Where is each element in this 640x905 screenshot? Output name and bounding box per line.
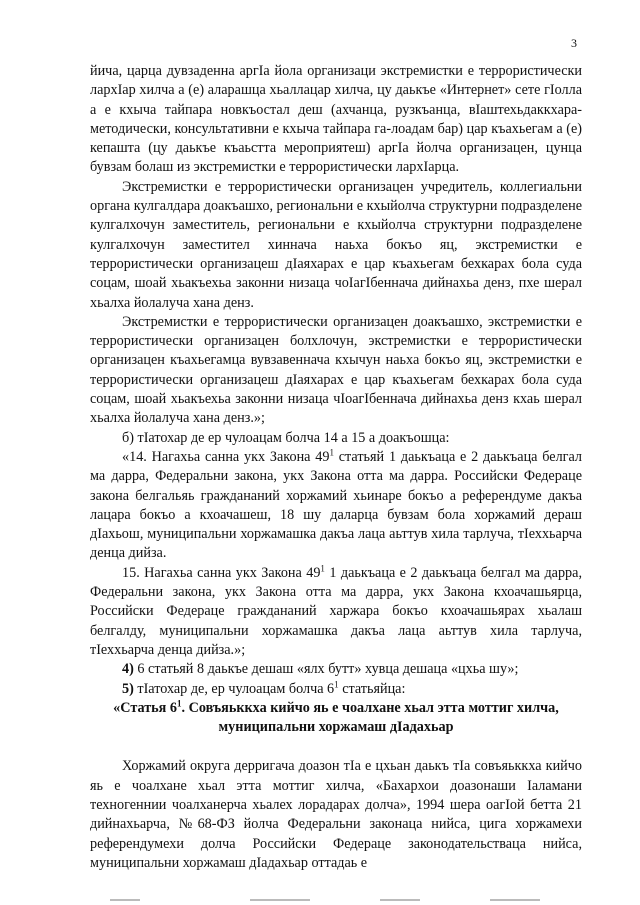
- item-number-5: 5): [122, 680, 134, 697]
- paragraph-4: б) тӀатохар де ер чулоацам болча 14 а 15 а доакъошца:: [122, 429, 450, 446]
- paragraph-7: [90, 660, 582, 679]
- scan-mark: [250, 899, 310, 901]
- scan-edge-marks: [110, 895, 580, 905]
- page-number: 3: [571, 36, 577, 50]
- paragraph-6-sup: 1: [320, 562, 325, 573]
- scan-mark: [490, 899, 540, 901]
- paragraph-3: Экстремистки е террористически организацен доакъашхо, экстремистки е террористически организацен болхлочун, экстремистки е террористически организацен къахьегамца вувзавеннача кхычун наьха бокъо яц, экстремистки е террористически организацеш дӀаяхарах е цар къахьегам бехкарах бола суда соцам, шоай хьакъехьа законни низаца чӀоагӀбеннача дийнахьа денз кхаь шерал хьалха йолалуча хана денз.»;: [90, 313, 582, 427]
- scan-mark: [110, 899, 140, 901]
- paragraph-5-text-a: «14. Нагахьа санна укх Закона 49: [122, 448, 330, 465]
- article-heading-text-a: «Статья 6: [113, 699, 177, 716]
- paragraph-8-text-a: тӀатохар де, ер чулоацам болча 6: [133, 680, 335, 697]
- paragraph-8: [90, 680, 582, 699]
- paragraph-1: йича, царца дувзаденна аргӀа йола организаци экстремистки е террористически лархӀар хилча а (е) аларашца хьаллацар хилча, цу даькъе «Интернет» сете гӀолла а е кхыча тайпара новкъостал деш (ахчанца, рузкъанца, вӀаштехьдаккхара-методически, консультативни е кхыча тайпара га-лоадам бар) цар къахьегам а (е) кепашта (цу даькъе къаьстта мероприятеш) аргӀа йолча организацен, цунца бувзам болаш из экстремистки е террористически лархӀарца.: [90, 63, 582, 176]
- paragraph-6: [90, 564, 582, 660]
- paragraph-7-text: 6 статьяй 8 даькъе дешаш «ялх бутт» хувца дешаца «цхьа шу»;: [133, 661, 519, 678]
- article-heading: [90, 699, 582, 738]
- document-body: [90, 62, 582, 873]
- spacer: [90, 737, 582, 757]
- paragraph-5-sup: 1: [329, 447, 334, 458]
- paragraph-6-text-b: 1 даькъаца е 2 даькъаца белгал ма дарра, Федеральни закона, укх Закона отта ма дарра, укх Закона кхоачашьярца, Российски Федераце граждананий харжара бокъо кхоачашьярах хьалаш белгалду, муниципальни хоржамашка дакъа лаца аьттув хила тарлуча, тӀеххьарча денца дийза.»;: [90, 564, 582, 658]
- paragraph-9: Хоржамий округа дерригача доазон тӀа е цхьан даькъ тӀа совъяьккха кийчо яь е чоалхане хьал этта моттиг хилча, «Бахархои доазонаши Ӏаламани техногеннии чоалханерча хьалех лорадарах долча», 1994 шера оагӀой бетта 21 дийнахьарча, №68-ФЗ йолча Федеральни законаца нийса, цига хоржамехи референдумехи долча Российски Федераце законодательстваца нийса, муниципальни хоржамаш дӀадахьар оттадаь е: [90, 758, 582, 871]
- paragraph-5: [90, 448, 582, 564]
- paragraph-8-text-b: статьяйца:: [338, 680, 406, 697]
- paragraph-6-text-a: 15. Нагахьа санна укх Закона 49: [122, 564, 321, 581]
- item-number-4: 4): [122, 661, 134, 678]
- scan-mark: [380, 899, 420, 901]
- article-heading-text-b: . Совъяьккха кийчо яь е чоалхане хьал этта моттиг хилча, муниципальни хоржамаш дӀадахьар: [181, 699, 559, 736]
- paragraph-8-sup: 1: [334, 678, 339, 689]
- article-heading-sup: 1: [176, 698, 182, 709]
- paragraph-2: Экстремистки е террористически организацен учредитель, коллегиальни органа кулгалдара доакъашхо, региональни е кхыйолча структурни подразделене кулгалхочун заместитель, региональни е кхыйолча структурни подразделене кулгалхочун заместител хиннача наьха бокъо яц, экстремистки е террористически организацеш дӀаяхарах е цар къахьегам бехкарах бола суда соцам, шоай хьакъехьа законни низаца чоӀагӀбеннача дийнахьа денз, пхе шерал хьалха йолалуча хана денз.: [90, 178, 582, 311]
- paragraph-5-text-b: статьяй 1 даькъаца е 2 даькъаца белгал ма дарра, Федеральни закона, укх Закона отта ма дарра. Российски Федераце закона белгальяь граждананий хоржамий хьинаре бокъо а референдуме дакъа лацара бокъо а кхоачашеш, 18 шу даларца бувзам бола хоржамий дераш дӀахьош, муниципальни хоржамашка дакъа лаца аьттув хила тарлуча, тӀеххьарча денца дийза.: [90, 448, 582, 562]
